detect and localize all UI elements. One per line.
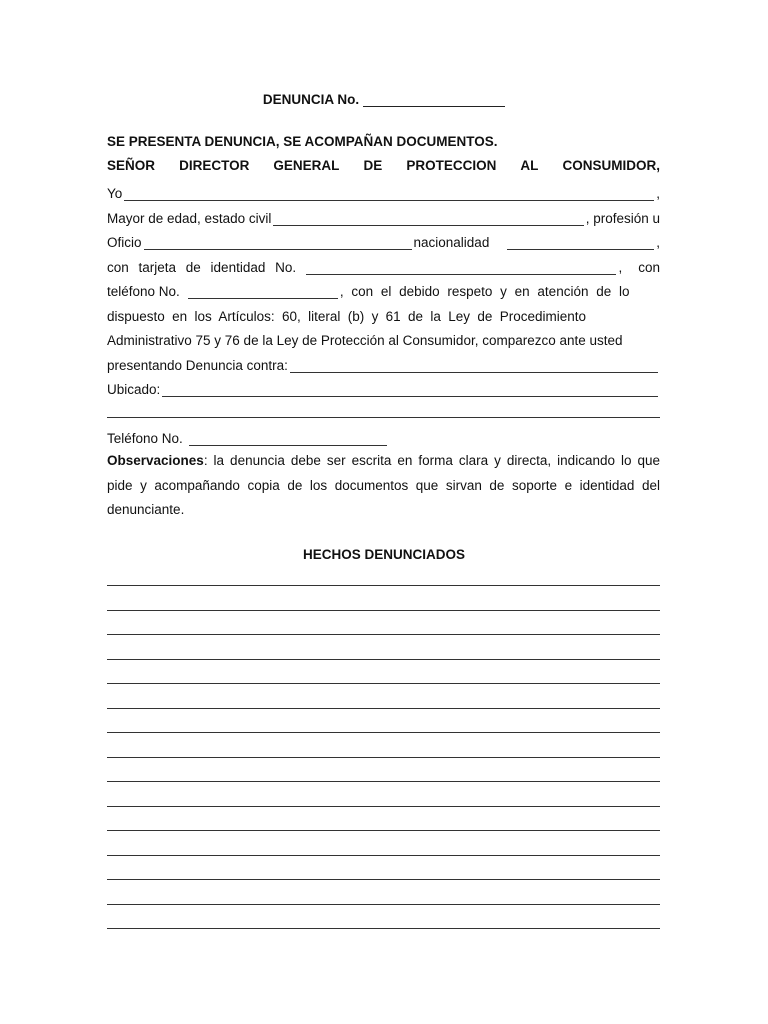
hechos-line[interactable] bbox=[107, 830, 660, 831]
label-nacionalidad: nacionalidad bbox=[413, 234, 490, 250]
hechos-line[interactable] bbox=[107, 708, 660, 709]
hechos-line[interactable] bbox=[107, 659, 660, 660]
line-dispuesto bbox=[107, 299, 660, 324]
hechos-line[interactable] bbox=[107, 683, 660, 684]
field-oficio[interactable] bbox=[144, 235, 412, 250]
hechos-heading: HECHOS DENUNCIADOS bbox=[302, 547, 465, 562]
field-ubicado[interactable] bbox=[162, 382, 658, 397]
hechos-line[interactable] bbox=[107, 928, 660, 929]
label-oficio: Oficio bbox=[107, 234, 142, 250]
field-denunciado[interactable] bbox=[290, 358, 658, 373]
field-telefono[interactable] bbox=[188, 284, 338, 299]
hechos-line[interactable] bbox=[107, 904, 660, 905]
observaciones-paragraph bbox=[107, 449, 660, 523]
hechos-line[interactable] bbox=[107, 585, 660, 586]
line-tarjeta bbox=[107, 250, 660, 275]
field-tarjeta[interactable] bbox=[306, 260, 616, 275]
label-tarjeta: con tarjeta de identidad No. bbox=[107, 259, 297, 275]
hechos-line[interactable] bbox=[107, 757, 660, 758]
text-dispuesto: dispuesto en los Artículos: 60, literal (b) y 61 de la Ley de Procedimiento bbox=[107, 308, 587, 324]
heading-word: GENERAL bbox=[273, 158, 340, 173]
observaciones-text: : la denuncia debe ser escrita en forma clara y directa, indicando lo que pide y acompañando copia de los documentos que sirvan de soporte e identidad del denunciante. bbox=[107, 453, 660, 517]
label-telefono2: Teléfono No. bbox=[107, 430, 183, 446]
line-yo bbox=[107, 176, 660, 201]
text-debido-respeto: , con el debido respeto y en atención de lo bbox=[339, 283, 630, 299]
hechos-line[interactable] bbox=[107, 806, 660, 807]
field-nombre[interactable] bbox=[124, 186, 654, 201]
comma: , bbox=[656, 185, 660, 201]
label-profesion: , profesión u bbox=[585, 210, 660, 226]
heading-word: PROTECCION bbox=[406, 158, 497, 173]
hechos-line[interactable] bbox=[107, 732, 660, 733]
heading-word: SEÑOR bbox=[107, 158, 156, 173]
heading-senor-director bbox=[107, 158, 660, 173]
line-telefono bbox=[107, 274, 660, 299]
line-telefono2 bbox=[107, 421, 660, 446]
denuncia-number-blank[interactable] bbox=[363, 92, 505, 107]
hechos-line[interactable] bbox=[107, 855, 660, 856]
text-administrativo: Administrativo 75 y 76 de la Ley de Protección al Consumidor, comparezco ante usted bbox=[107, 332, 623, 348]
hechos-line[interactable] bbox=[107, 610, 660, 611]
denuncia-number-label: DENUNCIA No. bbox=[262, 92, 360, 107]
line-ubicado bbox=[107, 372, 660, 397]
heading-word: AL bbox=[520, 158, 539, 173]
heading-word: DIRECTOR bbox=[179, 158, 250, 173]
field-nacionalidad[interactable] bbox=[507, 235, 654, 250]
label-yo: Yo bbox=[107, 185, 123, 201]
line-administrativo bbox=[107, 323, 660, 348]
heading-word: DE bbox=[363, 158, 383, 173]
comma: , bbox=[656, 234, 660, 250]
heading-word: CONSUMIDOR, bbox=[562, 158, 660, 173]
document-title bbox=[0, 92, 768, 107]
label-con: con bbox=[638, 259, 660, 275]
line-presentando bbox=[107, 348, 660, 373]
field-estado-civil[interactable] bbox=[273, 211, 583, 226]
heading-presenta-denuncia: SE PRESENTA DENUNCIA, SE ACOMPAÑAN DOCUMENTOS. bbox=[107, 134, 498, 149]
comma: , bbox=[618, 259, 623, 275]
hechos-line[interactable] bbox=[107, 781, 660, 782]
label-presentando: presentando Denuncia contra: bbox=[107, 357, 288, 373]
label-ubicado: Ubicado: bbox=[107, 381, 161, 397]
hechos-line[interactable] bbox=[107, 634, 660, 635]
line-oficio bbox=[107, 225, 660, 250]
label-mayor-edad: Mayor de edad, estado civil bbox=[107, 210, 272, 226]
line-mayor bbox=[107, 201, 660, 226]
observaciones-label: Observaciones bbox=[107, 453, 204, 468]
field-telefono2[interactable] bbox=[189, 431, 387, 446]
hechos-line[interactable] bbox=[107, 879, 660, 880]
field-ubicado-continuation[interactable] bbox=[107, 417, 660, 418]
label-telefono: teléfono No. bbox=[107, 283, 180, 299]
